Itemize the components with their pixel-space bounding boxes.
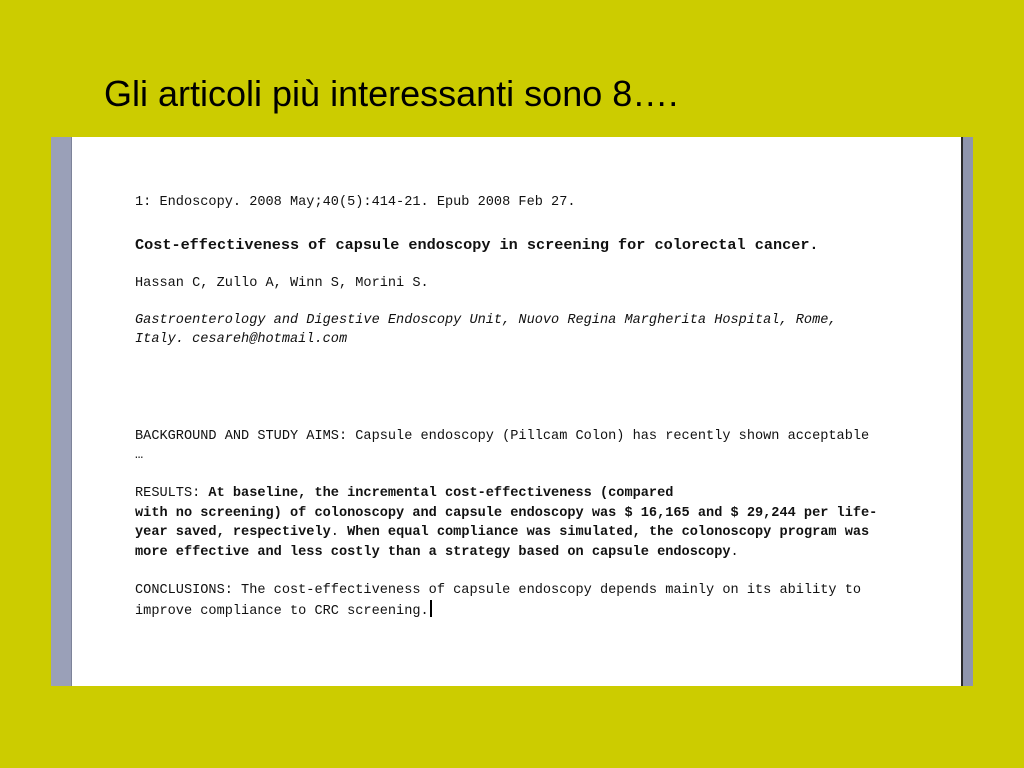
viewer-right-edge bbox=[961, 137, 973, 686]
citation-line: 1: Endoscopy. 2008 May;40(5):414-21. Epub 2008 Feb 27. bbox=[135, 195, 576, 210]
results-end: . bbox=[730, 544, 739, 560]
results-body-continued: When equal compliance was simulated, the colonoscopy program was more effective and less costly than a strategy based on capsule endoscopy bbox=[135, 525, 878, 560]
results-label: RESULTS: bbox=[135, 486, 209, 501]
text-cursor bbox=[430, 600, 432, 617]
results-body: At baseline, the incremental cost-effectiveness (compared with no screening) of colonoscopy and capsule endoscopy was $ 16,165 and $ 29,244 per life-year saved, respectively bbox=[135, 486, 878, 540]
results-separator: . bbox=[330, 525, 348, 540]
document-viewer bbox=[51, 137, 973, 686]
results-section bbox=[135, 484, 885, 562]
conclusions-section bbox=[135, 581, 885, 621]
affiliation-line: Gastroenterology and Digestive Endoscopy Unit, Nuovo Regina Margherita Hospital, Rome, Italy. cesareh@hotmail.com bbox=[135, 313, 845, 347]
document-page bbox=[135, 193, 885, 621]
slide-title: Gli articoli più interessanti sono 8…. bbox=[104, 73, 679, 114]
article-title: Cost-effectiveness of capsule endoscopy in screening for colorectal cancer. bbox=[135, 236, 819, 254]
authors-line: Hassan C, Zullo A, Winn S, Morini S. bbox=[135, 276, 429, 291]
conclusions-text: CONCLUSIONS: The cost-effectiveness of capsule endoscopy depends mainly on its ability to improve compliance to CRC screening. bbox=[135, 583, 870, 619]
viewer-left-sidebar bbox=[51, 137, 72, 686]
background-section: BACKGROUND AND STUDY AIMS: Capsule endoscopy (Pillcam Colon) has recently shown acceptable … bbox=[135, 429, 878, 463]
